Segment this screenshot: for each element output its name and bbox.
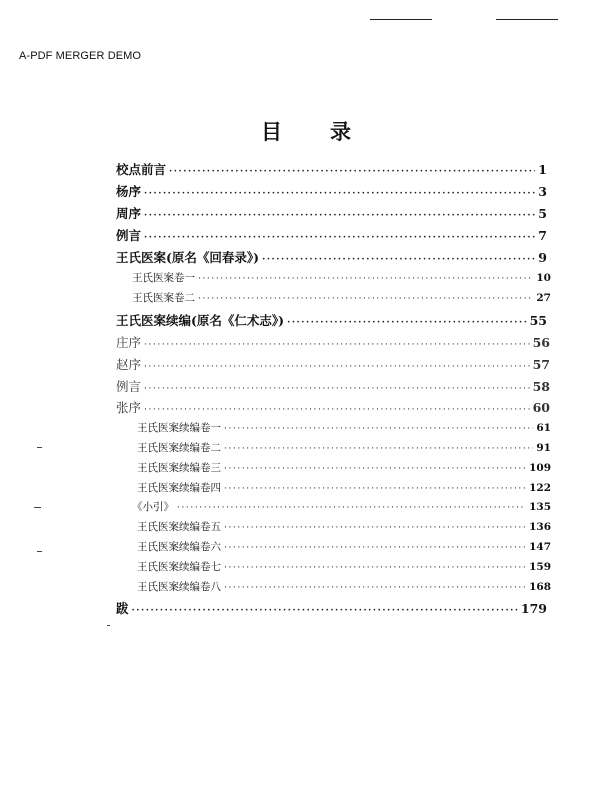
toc-entry-label: 张序 [116,400,142,415]
toc-entry-label: 王氏医案续编卷七 [137,561,221,573]
toc-entry[interactable] [137,440,551,455]
toc-entry[interactable] [137,460,551,475]
toc-entry[interactable] [116,204,547,222]
toc-entry-label: 王氏医案续编卷五 [137,521,221,533]
title-char-2: 录 [330,119,351,144]
toc-leader-dots [144,189,535,199]
toc-entry-page: 60 [532,400,550,415]
toc-leader-dots [169,167,535,177]
toc-entry-page: 55 [529,313,547,328]
toc-entry[interactable] [116,398,550,416]
toc-entry-label: 王氏医案续编卷三 [137,462,221,474]
toc-entry-page: 179 [520,601,547,616]
scan-speck [34,507,41,508]
toc-leader-dots [262,255,535,265]
toc-entry[interactable] [116,160,547,178]
toc-entry-page: 3 [538,184,547,199]
toc-entry-page: 91 [536,442,551,454]
toc-entry-label: 《小引》 [132,501,174,513]
toc-leader-dots [132,606,518,616]
toc-entry-label: 例言 [116,379,142,394]
title-char-1: 目 [261,119,282,144]
toc-entry[interactable] [116,226,547,244]
toc-entry-page: 61 [536,422,551,434]
toc-entry-label: 王氏医案(原名《回春录》) [116,250,260,265]
toc-entry[interactable] [137,579,551,594]
toc-entry-page: 136 [529,521,551,533]
toc-entry-page: 7 [538,228,547,243]
toc-entry[interactable] [137,420,551,435]
toc-entry[interactable] [132,499,551,514]
toc-entry-label: 跋 [116,601,129,616]
toc-entry-label: 校点前言 [116,162,167,177]
toc-entry-label: 王氏医案续编(原名《仁术志》) [116,313,285,328]
scan-speck [107,625,110,626]
toc-entry[interactable] [116,599,547,617]
toc-entry-label: 王氏医案续编卷二 [137,442,221,454]
toc-entry-page: 159 [529,561,551,573]
toc-entry[interactable] [137,519,551,534]
toc-leader-dots [198,294,533,304]
toc-entry[interactable] [137,539,551,554]
toc-leader-dots [144,384,530,394]
toc-entry-label: 王氏医案续编卷四 [137,482,221,494]
toc-entry[interactable] [116,333,550,351]
toc-leader-dots [224,583,526,593]
toc-leader-dots [287,318,527,328]
toc-leader-dots [224,543,526,553]
toc-entry-page: 27 [536,292,551,304]
toc-leader-dots [144,233,535,243]
toc-leader-dots [224,464,526,474]
toc-entry-page: 147 [529,541,551,553]
toc-entry-label: 王氏医案续编卷一 [137,422,221,434]
toc-entry-label: 王氏医案卷一 [132,272,195,284]
toc-entry[interactable] [116,248,547,266]
toc-leader-dots [144,362,530,372]
toc-entry[interactable] [116,355,550,373]
toc-leader-dots [144,405,530,415]
scan-speck [37,447,42,448]
toc-entry[interactable] [116,377,550,395]
scan-speck [37,551,42,552]
toc-entry[interactable] [132,290,551,305]
toc-entry-page: 57 [532,357,550,372]
toc-entry-label: 周序 [116,206,142,221]
toc-leader-dots [224,484,526,494]
toc-entry-label: 赵序 [116,357,142,372]
toc-entry-page: 58 [532,379,550,394]
toc-entry-page: 9 [538,250,547,265]
toc-leader-dots [224,444,533,454]
toc-entry-page: 56 [532,335,550,350]
toc-entry[interactable] [137,480,551,495]
toc-entry-label: 杨序 [116,184,142,199]
toc-entry-page: 135 [529,501,551,513]
toc-leader-dots [144,211,535,221]
toc-leader-dots [224,523,526,533]
toc-entry[interactable] [116,182,547,200]
watermark-text: A-PDF MERGER DEMO [19,50,142,62]
toc-entry-page: 168 [529,581,551,593]
toc-entry-page: 10 [536,272,551,284]
toc-leader-dots [224,424,533,434]
toc-entry[interactable] [137,559,551,574]
toc-leader-dots [177,503,526,513]
toc-entry-page: 1 [538,162,547,177]
toc-entry-label: 王氏医案续编卷六 [137,541,221,553]
toc-entry-label: 庄序 [116,335,142,350]
toc-entry-label: 例言 [116,228,142,243]
toc-leader-dots [198,274,533,284]
toc-leader-dots [144,340,530,350]
toc-leader-dots [224,563,526,573]
toc-entry-page: 109 [529,462,551,474]
toc-entry[interactable] [132,270,551,285]
toc-entry-label: 王氏医案续编卷八 [137,581,221,593]
toc-entry-label: 王氏医案卷二 [132,292,195,304]
toc-entry[interactable] [116,311,547,329]
toc-entry-page: 122 [529,482,551,494]
toc-entry-page: 5 [538,206,547,221]
